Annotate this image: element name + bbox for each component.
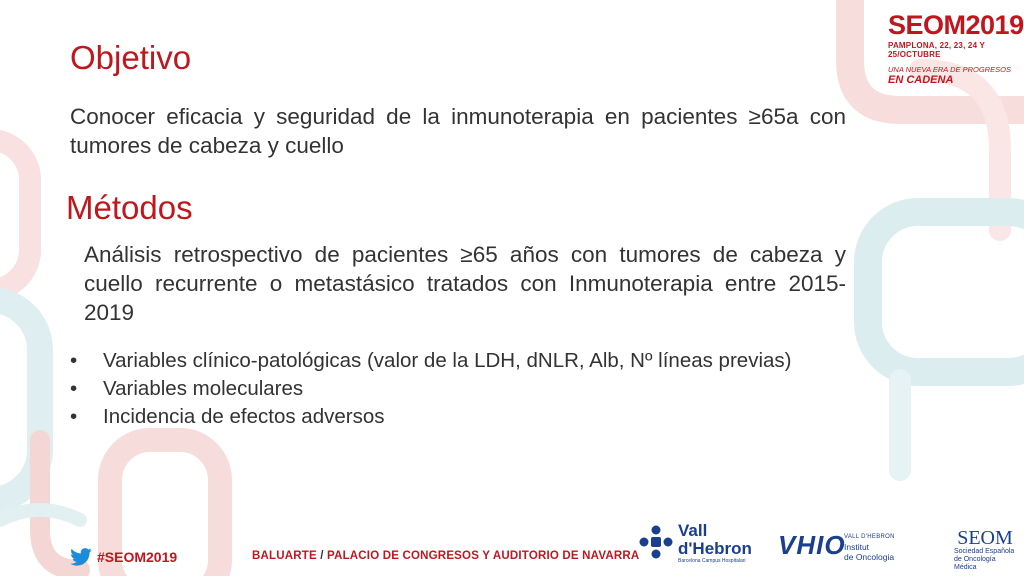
venue-separator: / xyxy=(316,550,328,562)
venue-name: BALUARTE xyxy=(252,550,317,562)
vhio-line1: VALL D'HEBRON xyxy=(844,534,895,540)
seom2019-logo xyxy=(888,10,1024,86)
methods-text: Análisis retrospectivo de pacientes ≥65 años con tumores de cabeza y cuello recurrente o metastásico tratados con Inmunoterapia entre 2015-2019 xyxy=(84,242,846,325)
objective-text: Conocer eficacia y seguridad de la inmunoterapia en pacientes ≥65a con tumores de cabeza y cuello xyxy=(70,104,846,158)
venue-detail: PALACIO DE CONGRESOS Y AUDITORIO DE NAVARRA xyxy=(327,550,640,562)
bullet-item: • Incidencia de efectos adversos xyxy=(68,403,846,431)
seom-logo-location: PAMPLONA, 22, 23, 24 Y 25/OCTUBRE xyxy=(888,41,985,59)
methods-heading: Métodos xyxy=(66,189,193,226)
vhio-mark: VHIO xyxy=(778,530,846,560)
vhio-line2: Institut xyxy=(844,542,870,552)
footer-hashtag: #SEOM2019 xyxy=(97,549,178,565)
vhio-line3: de Oncologia xyxy=(844,552,895,562)
seom-society-logo xyxy=(950,528,1020,572)
seom-logo-year: 2019 xyxy=(965,10,1024,40)
bullet-item: • Variables clínico-patológicas (valor de la LDH, dNLR, Alb, Nº líneas previas) xyxy=(68,347,846,375)
footer-venue xyxy=(252,550,639,562)
methods-bullet-list xyxy=(68,347,846,431)
seom-society-line1: Sociedad Española xyxy=(954,548,1015,555)
vall-hebron-sub: Barcelona Campus Hospitalari xyxy=(678,558,746,564)
seom-logo-name: SEOM xyxy=(888,10,966,40)
vall-hebron-cross-icon xyxy=(636,524,676,564)
objective-heading: Objetivo xyxy=(70,39,192,76)
seom-logo-tagline: UNA NUEVA ERA DE PROGRESOS xyxy=(888,65,1011,74)
seom-society-line2: de Oncología Médica xyxy=(954,556,996,571)
seom-society-name: SEOM xyxy=(957,527,1013,549)
vall-hebron-logo xyxy=(636,522,764,566)
seom-logo-tagline-emph: EN CADENA xyxy=(888,74,954,86)
twitter-bird-icon xyxy=(70,548,92,566)
bullet-item: • Variables moleculares xyxy=(68,375,846,403)
vhio-logo xyxy=(778,528,910,566)
vall-hebron-name: Vall d'Hebron xyxy=(678,521,752,558)
